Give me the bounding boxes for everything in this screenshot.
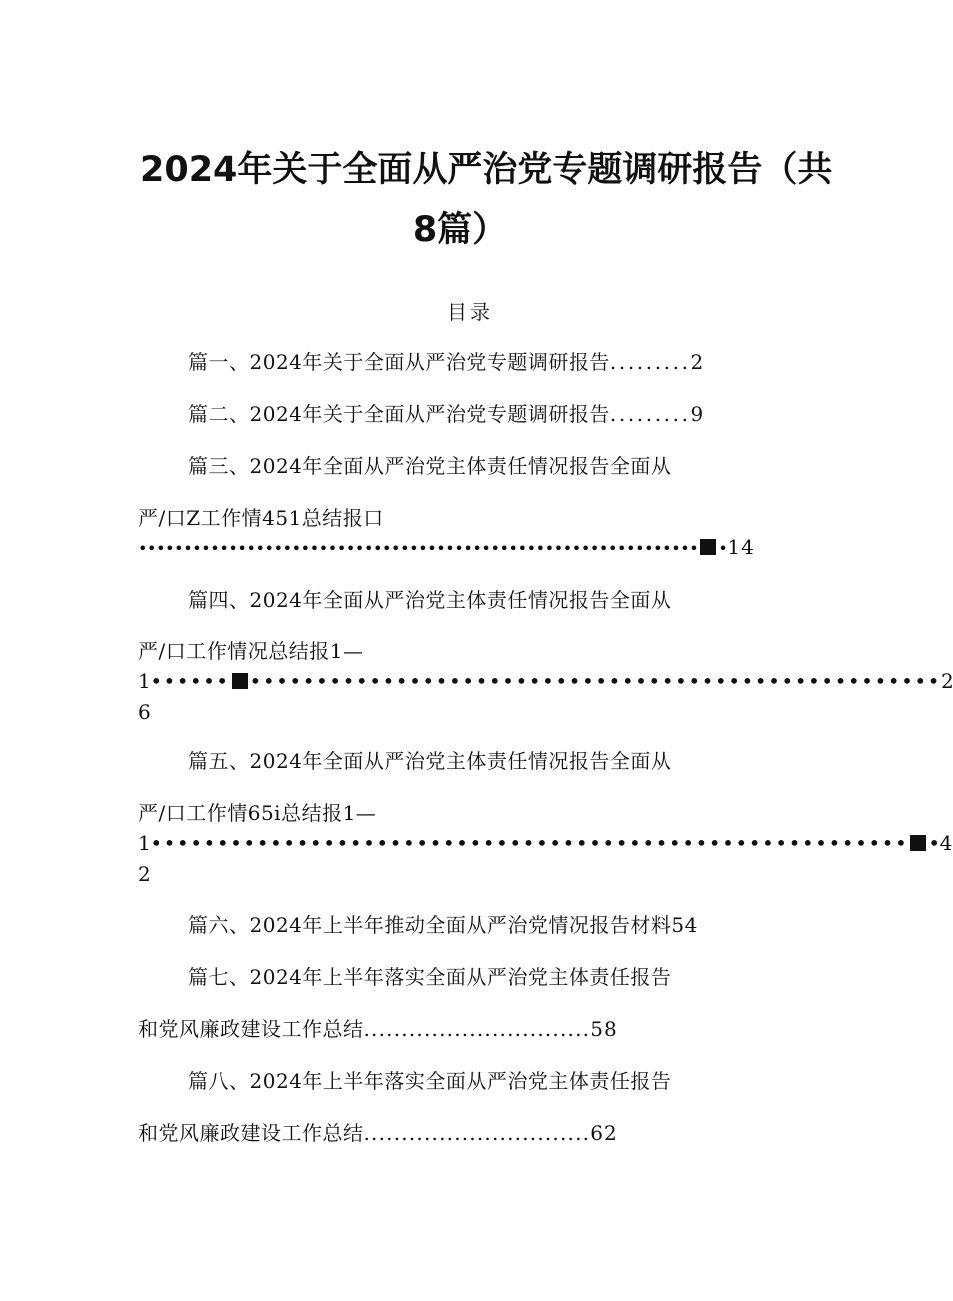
toc-entry-4-line-2[interactable]: 严/口工作情况总结报1— <box>138 639 364 663</box>
toc-entry-5-leader-dots-a: ••••••••••••••••••••••••••••••••••••••••••••••••••••••••• <box>150 831 909 855</box>
toc-entry-5-leader-dot: • <box>928 831 940 855</box>
toc-entry-2-leader: ......... <box>609 402 691 426</box>
toc-entry-5-page-a: 4 <box>939 831 952 855</box>
document-title-line-2: 8篇） <box>412 210 508 250</box>
toc-entry-4-page-a: 2 <box>940 669 953 693</box>
toc-entry-7-page: 58 <box>590 1017 618 1041</box>
toc-entry-3-leader <box>138 533 755 563</box>
toc-entry-3-line-2[interactable]: 严/口Z工作情451总结报口 <box>138 506 384 530</box>
toc-entry-2-title: 篇二、2024年关于全面从严治党专题调研报告 <box>188 402 610 426</box>
toc-entry-1-title: 篇一、2024年关于全面从严治党专题调研报告 <box>188 350 610 374</box>
toc-entry-3-line-1[interactable]: 篇三、2024年全面从严治党主体责任情况报告全面从 <box>188 454 672 478</box>
toc-entry-1-leader: ......... <box>609 350 691 374</box>
toc-entry-5-page-b: 2 <box>138 862 152 886</box>
toc-entry-8-line-1[interactable]: 篇八、2024年上半年落实全面从严治党主体责任报告 <box>188 1069 672 1093</box>
toc-entry-7-line-1[interactable]: 篇七、2024年上半年落实全面从严治党主体责任报告 <box>188 965 672 989</box>
toc-entry-5-line-2[interactable]: 严/口工作情65i总结报1— <box>138 801 377 825</box>
toc-entry-3-page: 14 <box>727 535 755 559</box>
toc-entry-5-lead: 1 <box>138 831 151 855</box>
toc-entry-7-line-2[interactable] <box>138 1015 618 1043</box>
toc-entry-4-leader <box>138 667 953 695</box>
toc-entry-5-line-1[interactable]: 篇五、2024年全面从严治党主体责任情况报告全面从 <box>188 749 672 773</box>
toc-entry-2[interactable] <box>188 400 704 428</box>
toc-entry-4-lead: 1 <box>138 669 151 693</box>
toc-heading: 目录 <box>447 300 493 324</box>
toc-entry-3-leader-dot: • <box>718 539 728 558</box>
toc-entry-1-page: 2 <box>690 350 705 374</box>
square-mark-icon <box>700 539 716 555</box>
toc-entry-8-leader: .............................. <box>363 1121 591 1145</box>
toc-entry-4-leader-dots-b: •••••••••••••••••••••••••••••••••••••••••••••••••••• <box>249 669 941 693</box>
toc-entry-7-leader: .............................. <box>363 1017 591 1041</box>
toc-entry-8-line-2[interactable] <box>138 1119 618 1147</box>
toc-entry-6[interactable]: 篇六、2024年上半年推动全面从严治党情况报告材料54 <box>188 913 698 937</box>
document-title-line-1: 2024年关于全面从严治党专题调研报告（共 <box>140 150 833 190</box>
toc-entry-4-leader-dots-a: •••••• <box>150 669 230 693</box>
toc-entry-4-page-b: 6 <box>138 700 152 724</box>
square-mark-icon <box>232 673 248 689</box>
toc-entry-3-leader-dots: •••••••••••••••••••••••••••••••••••••••••••••••••••••••••••••• <box>138 539 699 558</box>
toc-entry-1[interactable] <box>188 348 704 376</box>
toc-entry-8-page: 62 <box>590 1121 618 1145</box>
square-mark-icon <box>910 835 926 851</box>
toc-entry-5-leader <box>138 829 952 857</box>
toc-entry-8-title: 和党风廉政建设工作总结 <box>138 1121 364 1145</box>
toc-entry-2-page: 9 <box>690 402 705 426</box>
toc-entry-4-line-1[interactable]: 篇四、2024年全面从严治党主体责任情况报告全面从 <box>188 588 672 612</box>
toc-entry-7-title: 和党风廉政建设工作总结 <box>138 1017 364 1041</box>
